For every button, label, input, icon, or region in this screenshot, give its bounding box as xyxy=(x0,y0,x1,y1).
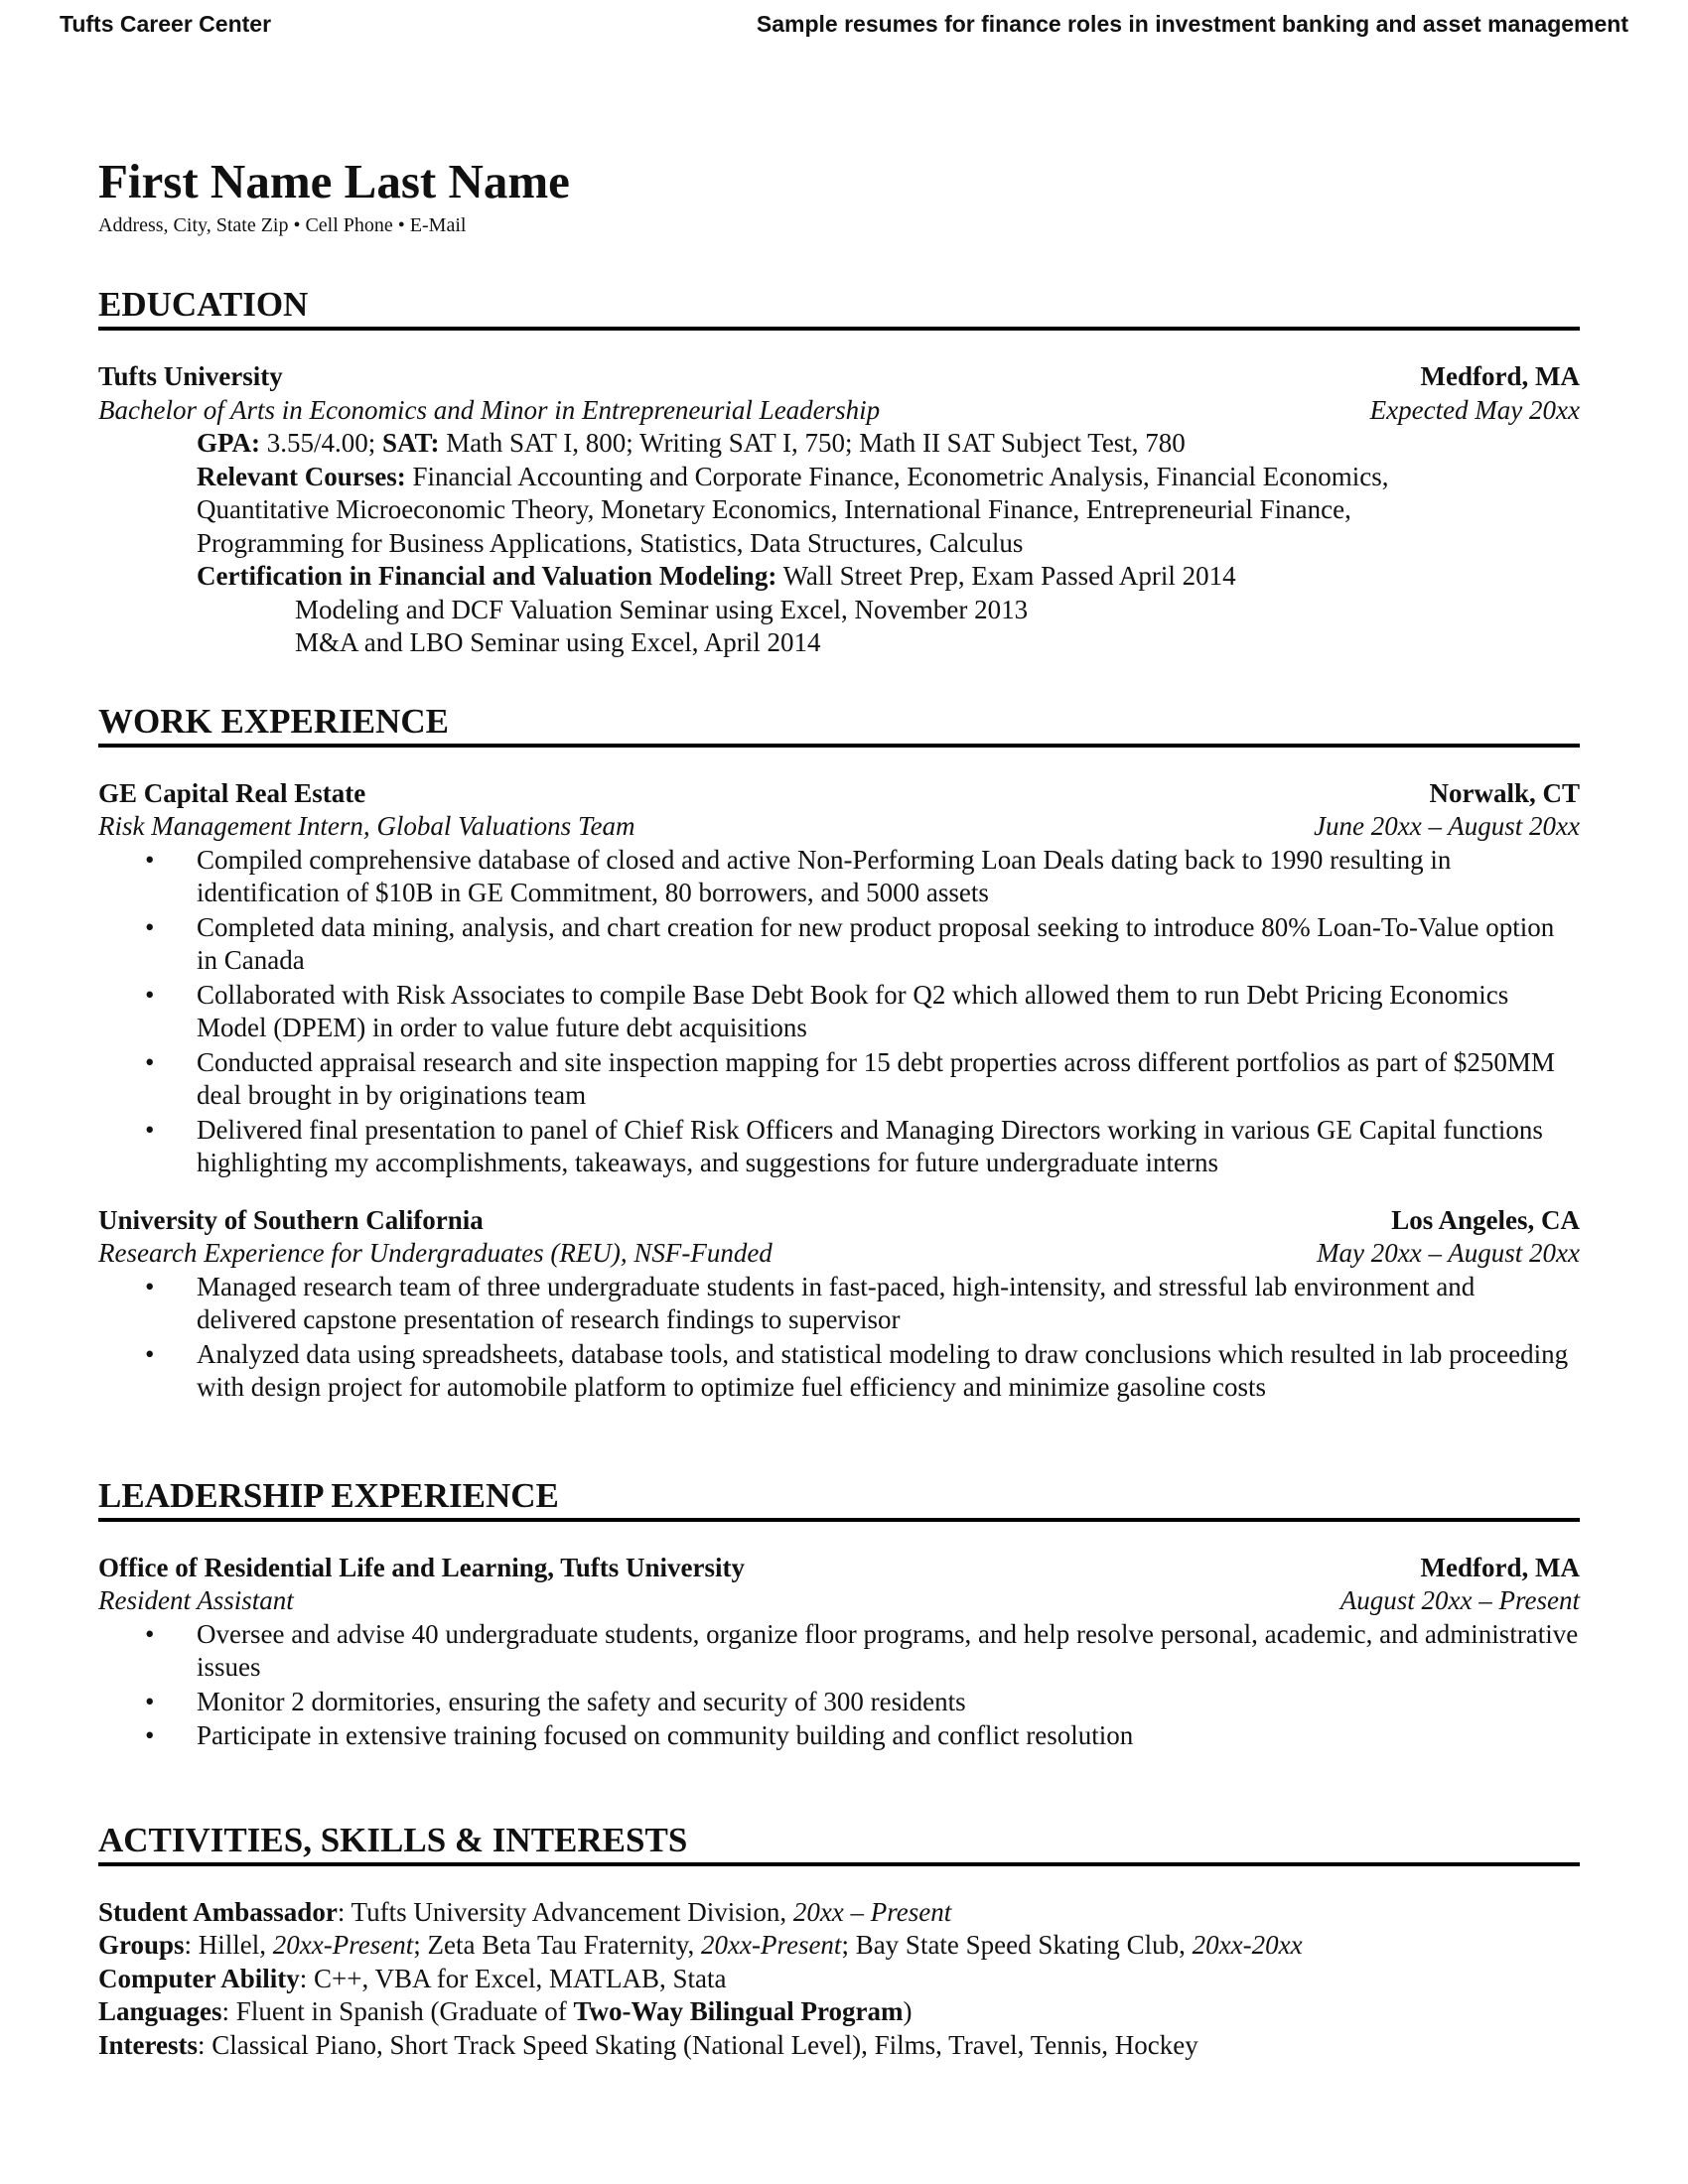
languages-label: Languages xyxy=(98,1996,222,2026)
ambassador-date: 20xx – Present xyxy=(792,1896,952,1927)
bullet-item: • Analyzed data using spreadsheets, database tools, and statistical modeling to draw conclusions which resulted in lab proceeding with design project for automobile platform to optimize fuel efficiency and minimize gasoline costs xyxy=(197,1338,1580,1405)
sat-label: SAT: xyxy=(382,428,440,458)
courses-line-1 xyxy=(98,461,1580,494)
leadership-section xyxy=(98,1474,1580,1753)
header-right: Sample resumes for finance roles in investment banking and asset management xyxy=(756,11,1628,37)
groups-text-1: : Hillel, xyxy=(184,1930,273,1960)
groups-date-1: 20xx-Present xyxy=(272,1930,414,1960)
interests-line xyxy=(98,2029,1580,2063)
activities-title: ACTIVITIES, SKILLS & INTERESTS xyxy=(98,1819,1580,1866)
cert-line-3: M&A and LBO Seminar using Excel, April 2014 xyxy=(295,627,821,657)
leadership-bullets xyxy=(98,1618,1580,1753)
bullet-item: • Participate in extensive training focused on community building and conflict resolution xyxy=(197,1719,1580,1753)
courses-label: Relevant Courses: xyxy=(197,461,406,491)
gpa-label: GPA: xyxy=(197,428,260,458)
job-dates: May 20xx – August 20xx xyxy=(1317,1238,1580,1268)
languages-line xyxy=(98,1995,1580,2029)
bullet-item: • Conducted appraisal research and site inspection mapping for 15 debt properties across different portfolios as part of $250MM deal brought in by originations team xyxy=(197,1046,1580,1113)
ambassador-text: : Tufts University Advancement Division, xyxy=(337,1896,793,1927)
gpa-value: 3.55/4.00; xyxy=(259,428,382,458)
leadership-dates: August 20xx – Present xyxy=(1339,1585,1580,1615)
graduation-date: Expected May 20xx xyxy=(1369,394,1580,425)
bullet-item: • Managed research team of three undergraduate students in fast-paced, high-intensity, and stressful lab environment and delivered capstone presentation of research findings to supervisor xyxy=(197,1271,1580,1337)
header-left: Tufts Career Center xyxy=(60,11,272,37)
bullet-item: • Completed data mining, analysis, and chart creation for new product proposal seeking to introduce 80% Loan-To-Value option in Canada xyxy=(197,911,1580,978)
person-name: First Name Last Name xyxy=(98,154,570,208)
cert-line-1 xyxy=(98,560,1580,594)
education-title: EDUCATION xyxy=(98,283,1580,331)
job-org: University of Southern California xyxy=(98,1204,484,1235)
groups-text-2: ; Zeta Beta Tau Fraternity, xyxy=(413,1930,701,1960)
job-role: Risk Management Intern, Global Valuations Team xyxy=(98,811,635,841)
bullet-item: • Compiled comprehensive database of closed and active Non-Performing Loan Deals dating back to 1990 resulting in identification of $10B in GE Commitment, 80 borrowers, and 5000 assets xyxy=(197,844,1580,910)
job-location: Norwalk, CT xyxy=(1429,777,1580,808)
job-row-2 xyxy=(98,1237,1580,1271)
job-bullets xyxy=(98,1271,1580,1405)
gpa-line xyxy=(98,427,1580,461)
leadership-title: LEADERSHIP EXPERIENCE xyxy=(98,1474,1580,1522)
groups-line xyxy=(98,1929,1580,1963)
school-location: Medford, MA xyxy=(1420,361,1580,391)
work-title: WORK EXPERIENCE xyxy=(98,700,1580,748)
job-row-1 xyxy=(98,1204,1580,1238)
courses-line-2: Quantitative Microeconomic Theory, Monetary Economics, International Finance, Entrepreneurial Finance, xyxy=(197,494,1351,524)
leadership-role: Resident Assistant xyxy=(98,1585,294,1615)
education-row-2 xyxy=(98,394,1580,428)
groups-label: Groups xyxy=(98,1930,185,1960)
leadership-org: Office of Residential Life and Learning, Tufts University xyxy=(98,1552,746,1582)
degree: Bachelor of Arts in Economics and Minor in Entrepreneurial Leadership xyxy=(98,394,881,425)
bullet-item: • Monitor 2 dormitories, ensuring the safety and security of 300 residents xyxy=(197,1686,1580,1719)
job-dates: June 20xx – August 20xx xyxy=(1314,811,1580,841)
activities-section xyxy=(98,1819,1580,2063)
job-role: Research Experience for Undergraduates (REU), NSF-Funded xyxy=(98,1238,773,1268)
school-name: Tufts University xyxy=(98,361,283,391)
work-section xyxy=(98,700,1580,1405)
job-bullets xyxy=(98,844,1580,1180)
cert-label: Certification in Financial and Valuation Modeling: xyxy=(197,561,777,591)
job-entry xyxy=(98,1204,1580,1405)
sat-value: Math SAT I, 800; Writing SAT I, 750; Math II SAT Subject Test, 780 xyxy=(439,428,1186,458)
groups-text-3: ; Bay State Speed Skating Club, xyxy=(841,1930,1193,1960)
job-org: GE Capital Real Estate xyxy=(98,777,366,808)
interests-label: Interests xyxy=(98,2029,198,2060)
job-row-2 xyxy=(98,810,1580,844)
courses-line-3: Programming for Business Applications, Statistics, Data Structures, Calculus xyxy=(197,527,1024,558)
bullet-item: • Delivered final presentation to panel of Chief Risk Officers and Managing Directors working in various GE Capital functions highlighting my accomplishments, takeaways, and suggestions for future undergraduate interns xyxy=(197,1114,1580,1180)
languages-program: Two-Way Bilingual Program xyxy=(573,1996,904,2026)
education-row-1 xyxy=(98,360,1580,394)
languages-text: : Fluent in Spanish (Graduate of xyxy=(221,1996,574,2026)
courses-text-1: Financial Accounting and Corporate Finance, Econometric Analysis, Financial Economics, xyxy=(405,461,1389,491)
languages-end: ) xyxy=(903,1996,913,2026)
ambassador-label: Student Ambassador xyxy=(98,1896,338,1927)
cert-line-2: Modeling and DCF Valuation Seminar using Excel, November 2013 xyxy=(295,594,1029,624)
job-entry xyxy=(98,777,1580,1180)
computer-text: : C++, VBA for Excel, MATLAB, Stata xyxy=(299,1963,727,1993)
groups-date-3: 20xx-20xx xyxy=(1192,1930,1303,1960)
education-section xyxy=(98,283,1580,660)
job-location: Los Angeles, CA xyxy=(1391,1204,1580,1235)
computer-line xyxy=(98,1963,1580,1996)
leadership-row-2 xyxy=(98,1584,1580,1618)
resume-page xyxy=(98,154,1580,2062)
ambassador-line xyxy=(98,1896,1580,1930)
job-row-1 xyxy=(98,777,1580,811)
computer-label: Computer Ability xyxy=(98,1963,300,1993)
groups-date-2: 20xx-Present xyxy=(701,1930,842,1960)
bullet-item: • Collaborated with Risk Associates to compile Base Debt Book for Q2 which allowed them to run Debt Pricing Economics Model (DPEM) in order to value future debt acquisitions xyxy=(197,979,1580,1045)
cert-value: Wall Street Prep, Exam Passed April 2014 xyxy=(776,561,1236,591)
leadership-row-1 xyxy=(98,1552,1580,1585)
leadership-location: Medford, MA xyxy=(1420,1552,1580,1582)
bullet-item: • Oversee and advise 40 undergraduate students, organize floor programs, and help resolve personal, academic, and administrative issues xyxy=(197,1618,1580,1685)
contact-line: Address, City, State Zip • Cell Phone • E-Mail xyxy=(98,214,467,236)
interests-text: : Classical Piano, Short Track Speed Skating (National Level), Films, Travel, Tennis, Hockey xyxy=(197,2029,1198,2060)
